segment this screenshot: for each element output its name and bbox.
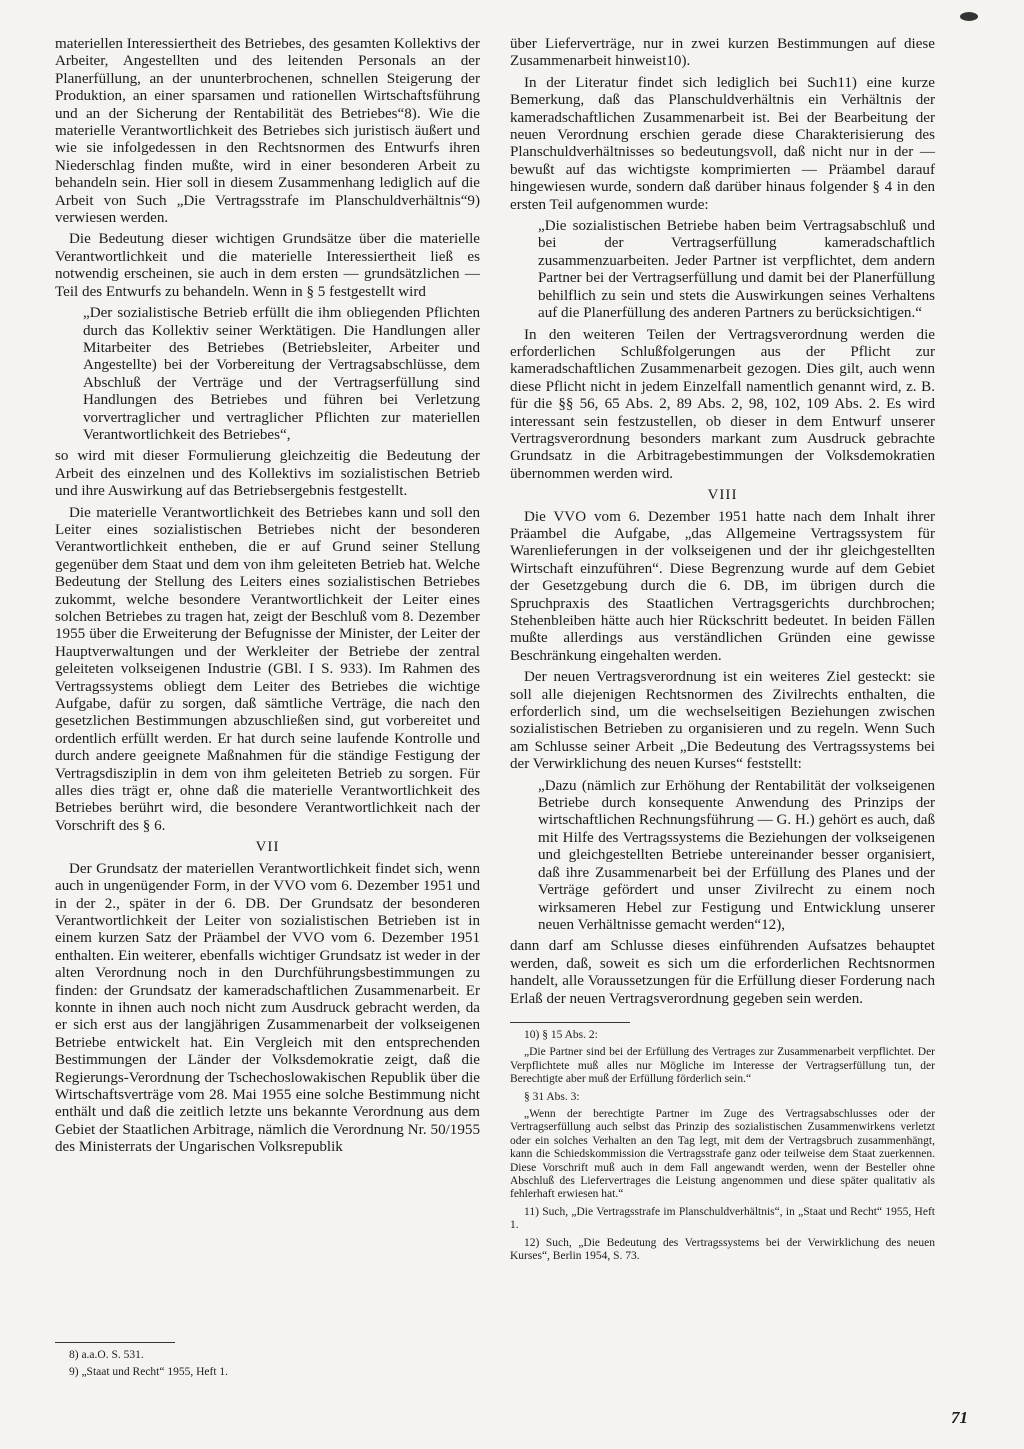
left-paragraph-4: Die materielle Verantwortlichkeit des Betriebes kann und soll den Leiter eines sozialistischen Betriebes nicht der besonderen Verantwortlichkeit entheben, die er auf Grund seiner Stellung gegenüber dem Staat und dem von ihm geleiteten Betrieb hat. Welche Bedeutung der Stellung des Leiters eines sozialistischen Betriebes zukommt, welche besondere Verantwortlichkeit der Leiter eines solchen Betriebes zu tragen hat, zeigt der Beschluß vom 8. Dezember 1955 über die Erweiterung der Befugnisse der Minister, der Leiter der Hauptverwaltungen und der Werkleiter der Betriebe der zentral geleiteten volkseigenen Industrie (GBl. I S. 933). Im Rahmen des Vertragssystems obliegt dem Leiter des Betriebes die wichtige Aufgabe, dafür zu sorgen, daß sämtliche Verträge, die nach den gesetzlichen Bestimmungen abzuschließen sind, gut vorbereitet und ordentlich erfüllt werden. Er hat durch seine laufende Kontrolle und durch andere geeignete Maßnahmen für die ständige Festigung der Vertragsdisziplin in dem von ihm geleiteten Betrieb zu sorgen. Für alles dies trägt er, ohne daß die materielle Verantwortlichkeit des Betriebes berührt wird, die besondere Verantwortlichkeit nach der Vorschrift des § 6.: [55, 504, 480, 834]
footnote-rule: [510, 1022, 630, 1023]
footnote-10-heading-b: § 31 Abs. 3:: [524, 1090, 580, 1103]
left-paragraph-5: Der Grundsatz der materiellen Verantwortlichkeit findet sich, wenn auch in ungenügender Form, in der VVO vom 6. Dezember 1951 und in der 2., später in der 6. DB. Der Grundsatz der besonderen Verantwortlichkeit der Leiter von sozialistischen Betrieben ist in einem kurzen Satz der Präambel der VVO vom 6. Dezember 1951 enthalten. Ein weiterer, ebenfalls wichtiger Grundsatz ist weder in der alten Verordnung noch in den Durchführungsbestimmungen zu finden: der Grundsatz der kameradschaftlichen Zusammenarbeit. Er konnte in ihnen auch noch nicht zum Ausdruck gebracht werden, da er sich erst aus der langjährigen Zusammenarbeit der volkseigenen Betriebe entwickelt hat. Ein Vergleich mit den entsprechenden Bestimmungen der Länder der Volksdemokratie zeigt, daß die Regierungs-Verordnung der Tschechoslowakischen Republik über die Wirtschaftsverträge vom 28. Mai 1955 eine solche Bestimmung nicht enthält und daß die zeitlich letzte uns bekannte Verordnung aus dem Gebiet der Staatlichen Arbitrage, nämlich die Verordnung Nr. 50/1955 des Ministerrats der Ungarischen Volksrepublik: [55, 860, 480, 1156]
right-quote-2: „Dazu (nämlich zur Erhöhung der Rentabilität der volkseigenen Betriebe durch konsequente Anwendung des Prinzips der wirtschaftlichen Rechnungsführung — G. H.) gehört es auch, daß mit Hilfe des Vertragssystems die Beziehungen der volkseigenen und gleichgestellten Betriebe untereinander besser organisiert, daß ihre Zusammenarbeit bei der Erfüllung des Planes und der Verträge gefördert und unser Zivilrecht zu einem noch wirksameren Hebel zur Festigung und Entwicklung unserer neuen Verhältnisse gemacht werden“12),: [538, 777, 935, 933]
footnote-rule: [55, 1342, 175, 1343]
left-paragraph-1: materiellen Interessiertheit des Betriebes, des gesamten Kollektivs der Arbeiter, Angestellten und des leitenden Personals an der Planerfüllung, an der ununterbrochenen, schnellen Steigerung der Produktion, an einer sparsamen und rationellen Wirtschaftsführung und an der Sicherung der Rentabilität des Betriebes“8). Wie die materielle Verantwortlichkeit des Betriebes sich juristisch äußert und wie sie infolgedessen in den Rechtsnormen des Entwurfs ihren Niederschlag finden mußte, wird in einer besonderen Arbeit zu behandeln sein. Hier soll in diesem Zusammenhang lediglich auf die Arbeit von Such „Die Vertragsstrafe im Planschuldverhältnis“9) verwiesen werden.: [55, 36, 480, 227]
right-paragraph-3: In den weiteren Teilen der Vertragsverordnung werden die erforderlichen Schlußfolgerungen aus der Pflicht zur kameradschaftlichen Zusammenarbeit gezogen. Dies gilt, auch wenn diese Pflicht nicht in jedem Einzelfall namentlich genannt wird, z. B. für die §§ 56, 65 Abs. 2, 89 Abs. 2, 98, 102, 109 Abs. 2. Es wird interessant sein festzustellen, ob dieser in dem Entwurf unserer Vertragsverordnung besonders markant zum Ausdruck gebrachte Grundsatz in die Arbitragebestimmungen der Volksdemokratien übernommen werden wird.: [510, 326, 935, 482]
footnote-10-text-b: „Wenn der berechtigte Partner im Zuge des Vertragsabschlusses oder der Vertragserfüllung auch selbst das Prinzip des sozialistischen Zusammenwirkens verletzt oder ein solches Verhalten an den Tag legt, mit dem der Vertragsbruch zusammenhängt, kann die Schiedskommission die Vertragsstrafe ganz oder teilweise dem Staat zuerkennen. Diese Vorschrift muß auch in dem Fall angewandt werden, wenn der Besteller ohne Abschluß des Liefervertrages die Leistung angenommen und diese später qualitativ als fehlerhaft erwiesen hat.“: [510, 1107, 935, 1201]
page-number: 71: [951, 1408, 968, 1427]
footnote-12: 12) Such, „Die Bedeutung des Vertragssystems bei der Verwirklichung des neuen Kurses“, Berlin 1954, S. 73.: [510, 1236, 935, 1263]
right-paragraph-4: Die VVO vom 6. Dezember 1951 hatte nach dem Inhalt ihrer Präambel die Aufgabe, „das Allgemeine Vertragssystem für Warenlieferungen in der volkseigenen und der ihr gleichgestellten Wirtschaft einzuführen“. Diese Begrenzung wurde auf dem Gebiet der Gesetzgebung durch die 6. DB, im übrigen durch die Spruchpraxis des Staatlichen Vertragsgerichts durchbrochen; Stehenbleiben hätte auch hier Rückschritt bedeutet. In beiden Fällen mußte allerdings aus verständlichen Gründen eine gewisse Beschränkung eingehalten werden.: [510, 508, 935, 664]
right-paragraph-5: Der neuen Vertragsverordnung ist ein weiteres Ziel gesteckt: sie soll alle diejenigen Rechtsnormen des Zivilrechts enthalten, die erforderlich sind, um die wechselseitigen Beziehungen zwischen sozialistischen Betrieben zu organisieren und zu regeln. Wenn Such am Schlusse seiner Arbeit „Die Bedeutung des Vertragssystems bei der Verwirklichung des neuen Kurses“ feststellt:: [510, 669, 935, 773]
left-paragraph-2: Die Bedeutung dieser wichtigen Grundsätze über die materielle Verantwortlichkeit und die materielle Interessiertheit ließ es notwendig erscheinen, sie auch in dem ersten — grundsätzlichen — Teil des Entwurfs zu behandeln. Wenn in § 5 festgestellt wird: [55, 231, 480, 300]
right-paragraph-1: über Lieferverträge, nur in zwei kurzen Bestimmungen auf diese Zusammenarbeit hinweist10).: [510, 36, 935, 70]
footnote-9: 9) „Staat und Recht“ 1955, Heft 1.: [69, 1366, 229, 1379]
footnote-8: 8) a.a.O. S. 531.: [69, 1349, 144, 1361]
right-quote-1: „Die sozialistischen Betriebe haben beim Vertragsabschluß und bei der Vertragserfüllung kameradschaftlich zusammenzuarbeiten. Jeder Partner ist verpflichtet, dem andern Partner bei der Vertragserfüllung und damit bei der Planerfüllung behilflich zu sein und stets die Auswirkungen seines Verhaltens auf die Planerfüllung des anderen Partners zu berücksichtigen.“: [538, 218, 935, 322]
left-column: [55, 36, 480, 1379]
right-column: [510, 36, 935, 1267]
left-paragraph-3: so wird mit dieser Formulierung gleichzeitig die Bedeutung der Arbeit des einzelnen und des Kollektivs im sozialistischen Betrieb und ihre Auswirkung auf das Betriebsergebnis festgestellt.: [55, 448, 480, 500]
left-quote-1: „Der sozialistische Betrieb erfüllt die ihm obliegenden Pflichten durch das Kollektiv seiner Werktätigen. Die Handlungen aller Mitarbeiter des Betriebes (Betriebsleiter, Arbeiter und Angestellte) bei der Vorbereitung der Vertragsabschlüsse, dem Abschluß der Verträge und der Vertragserfüllung sind Handlungen des Betriebes und führen bei Verletzung vorvertraglicher und vertraglicher Pflichten zur materiellen Verantwortlichkeit des Betriebes“,: [83, 305, 480, 443]
right-paragraph-6: dann darf am Schlusse dieses einführenden Aufsatzes behauptet werden, daß, soweit es sich um die erforderlichen Rechtsnormen handelt, alle Voraussetzungen für die Erfüllung dieser Forderung nach Erlaß der neuen Vertragsverordnung gegeben sein werden.: [510, 938, 935, 1007]
left-footnotes: [55, 1328, 480, 1384]
footnote-10-text-a: „Die Partner sind bei der Erfüllung des Vertrages zur Zusammenarbeit verpflichtet. Der Verpflichtete muß alles nur Mögliche im Interesse der Vertragserfüllung tun, der Berechtigte aber muß der Erfüllung förderlich sein.“: [510, 1046, 935, 1086]
ink-speck: [960, 12, 978, 21]
footnote-11: 11) Such, „Die Vertragsstrafe im Planschuldverhältnis“, in „Staat und Recht“ 1955, Heft 1.: [510, 1205, 935, 1232]
right-paragraph-2: In der Literatur findet sich lediglich bei Such11) eine kurze Bemerkung, daß das Planschuldverhältnis ein Verhältnis der kameradschaftlichen Zusammenarbeit ist. Bei der Bearbeitung der neuen Verordnung erschien gerade diese Charakterisierung des Planschuldverhältnisses so bedeutungsvoll, daß nicht nur in der — bewußt auf das wichtigste komprimierten — Präambel darauf hingewiesen wurde, sondern daß darüber hinaus folgender § 4 in den ersten Teil aufgenommen wurde:: [510, 74, 935, 213]
section-heading-viii: VIII: [707, 487, 738, 504]
footnote-10-heading: 10) § 15 Abs. 2:: [524, 1028, 598, 1041]
section-heading-vii: VII: [255, 839, 280, 856]
